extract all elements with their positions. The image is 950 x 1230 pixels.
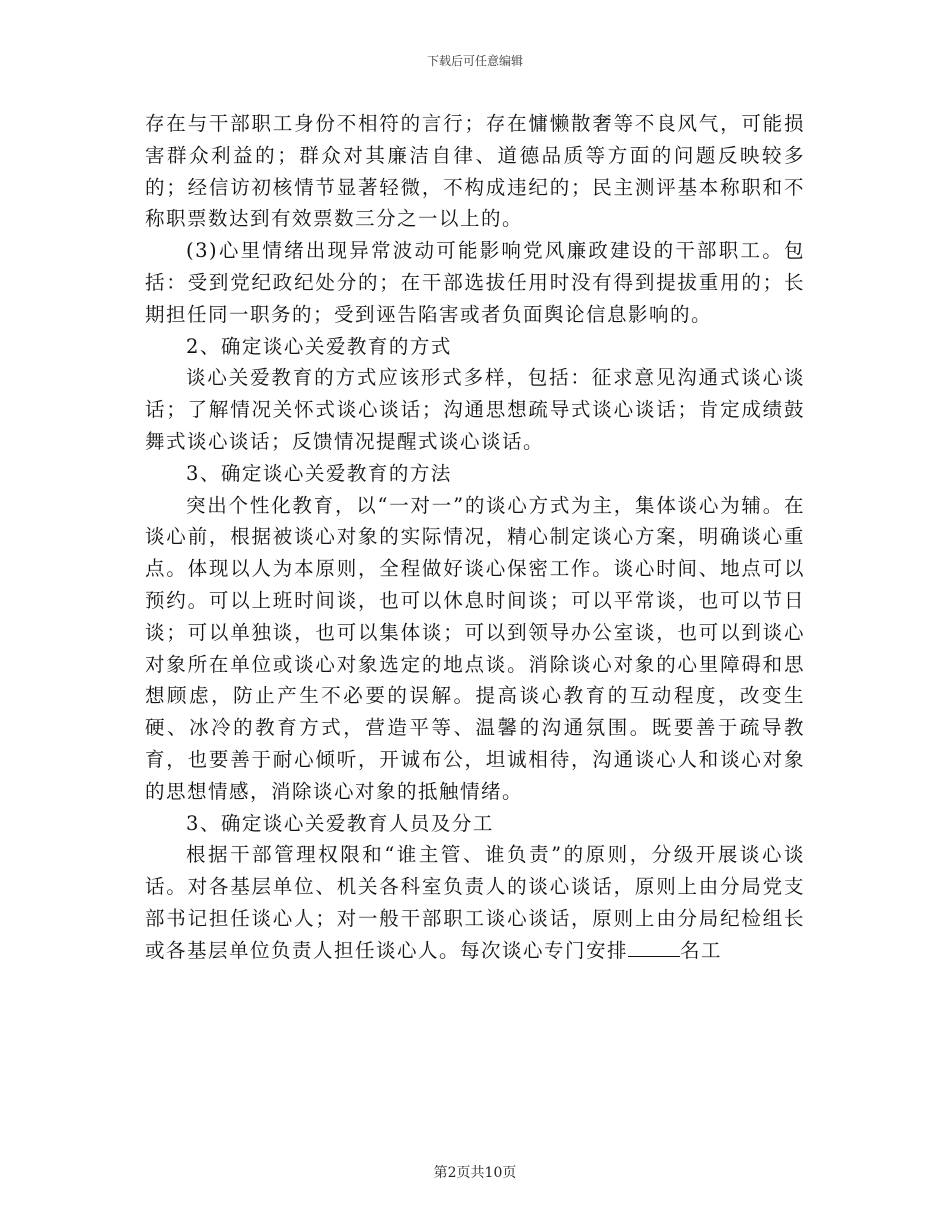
page-header: 下载后可任意编辑	[426, 54, 523, 68]
paragraph-item-3: (3)心里情绪出现异常波动可能影响党风廉政建设的干部职工。包括：受到党纪政纪处分的；在干部选拔任用时没有得到提拔重用的；长期担任同一职务的；受到诬告陷害或者负面舆论信息影响的。	[145, 239, 805, 326]
paragraph-continuation: 存在与干部职工身份不相符的言行；存在慵懒散奢等不良风气，可能损害群众利益的；群众对其廉洁自律、道德品质等方面的问题反映较多的；经信访初核情节显著轻微，不构成违纪的；民主测评基本称职和不称职票数达到有效票数三分之一以上的。	[145, 112, 805, 231]
section-heading-2: 2、确定谈心关爱教育的方式	[186, 334, 452, 358]
fill-in-blank	[628, 936, 680, 957]
section-heading-3-personnel: 3、确定谈心关爱教育人员及分工	[186, 811, 494, 835]
paragraph-personnel	[145, 839, 805, 966]
document-body	[145, 108, 805, 967]
personnel-text-before-blank: 根据干部管理权限和“谁主管、谁负责”的原则，分级开展谈心谈话。对各基层单位、机关各科室负责人的谈心谈话，原则上由分局党支部书记担任谈心人；对一般干部职工谈心谈话，原则上由分局纪检组长或各基层单位负责人担任谈心人。每次谈心专门安排	[145, 843, 805, 962]
paragraph-methods-detail: 突出个性化教育，以“一对一”的谈心方式为主，集体谈心为辅。在谈心前，根据被谈心对象的实际情况，精心制定谈心方案，明确谈心重点。体现以人为本原则，全程做好谈心保密工作。谈心时间、地点可以预约。可以上班时间谈，也可以休息时间谈；可以平常谈，也可以节日谈；可以单独谈，也可以集体谈；可以到领导办公室谈，也可以到谈心对象所在单位或谈心对象选定的地点谈。消除谈心对象的心里障碍和思想顾虑，防止产生不必要的误解。提高谈心教育的互动程度，改变生硬、冰冷的教育方式，营造平等、温馨的沟通氛围。既要善于疏导教育，也要善于耐心倾听，开诚布公，坦诚相待，沟通谈心人和谈心对象的思想情感，消除谈心对象的抵触情绪。	[145, 493, 805, 803]
personnel-text-after-blank: 名工	[680, 938, 723, 962]
page-footer: 第2页共10页	[433, 1165, 517, 1181]
paragraph-methods-forms: 谈心关爱教育的方式应该形式多样，包括：征求意见沟通式谈心谈话；了解情况关怀式谈心谈话；沟通思想疏导式谈心谈话；肯定成绩鼓舞式谈心谈话；反馈情况提醒式谈心谈话。	[145, 366, 805, 453]
section-heading-3-methods: 3、确定谈心关爱教育的方法	[186, 461, 452, 485]
